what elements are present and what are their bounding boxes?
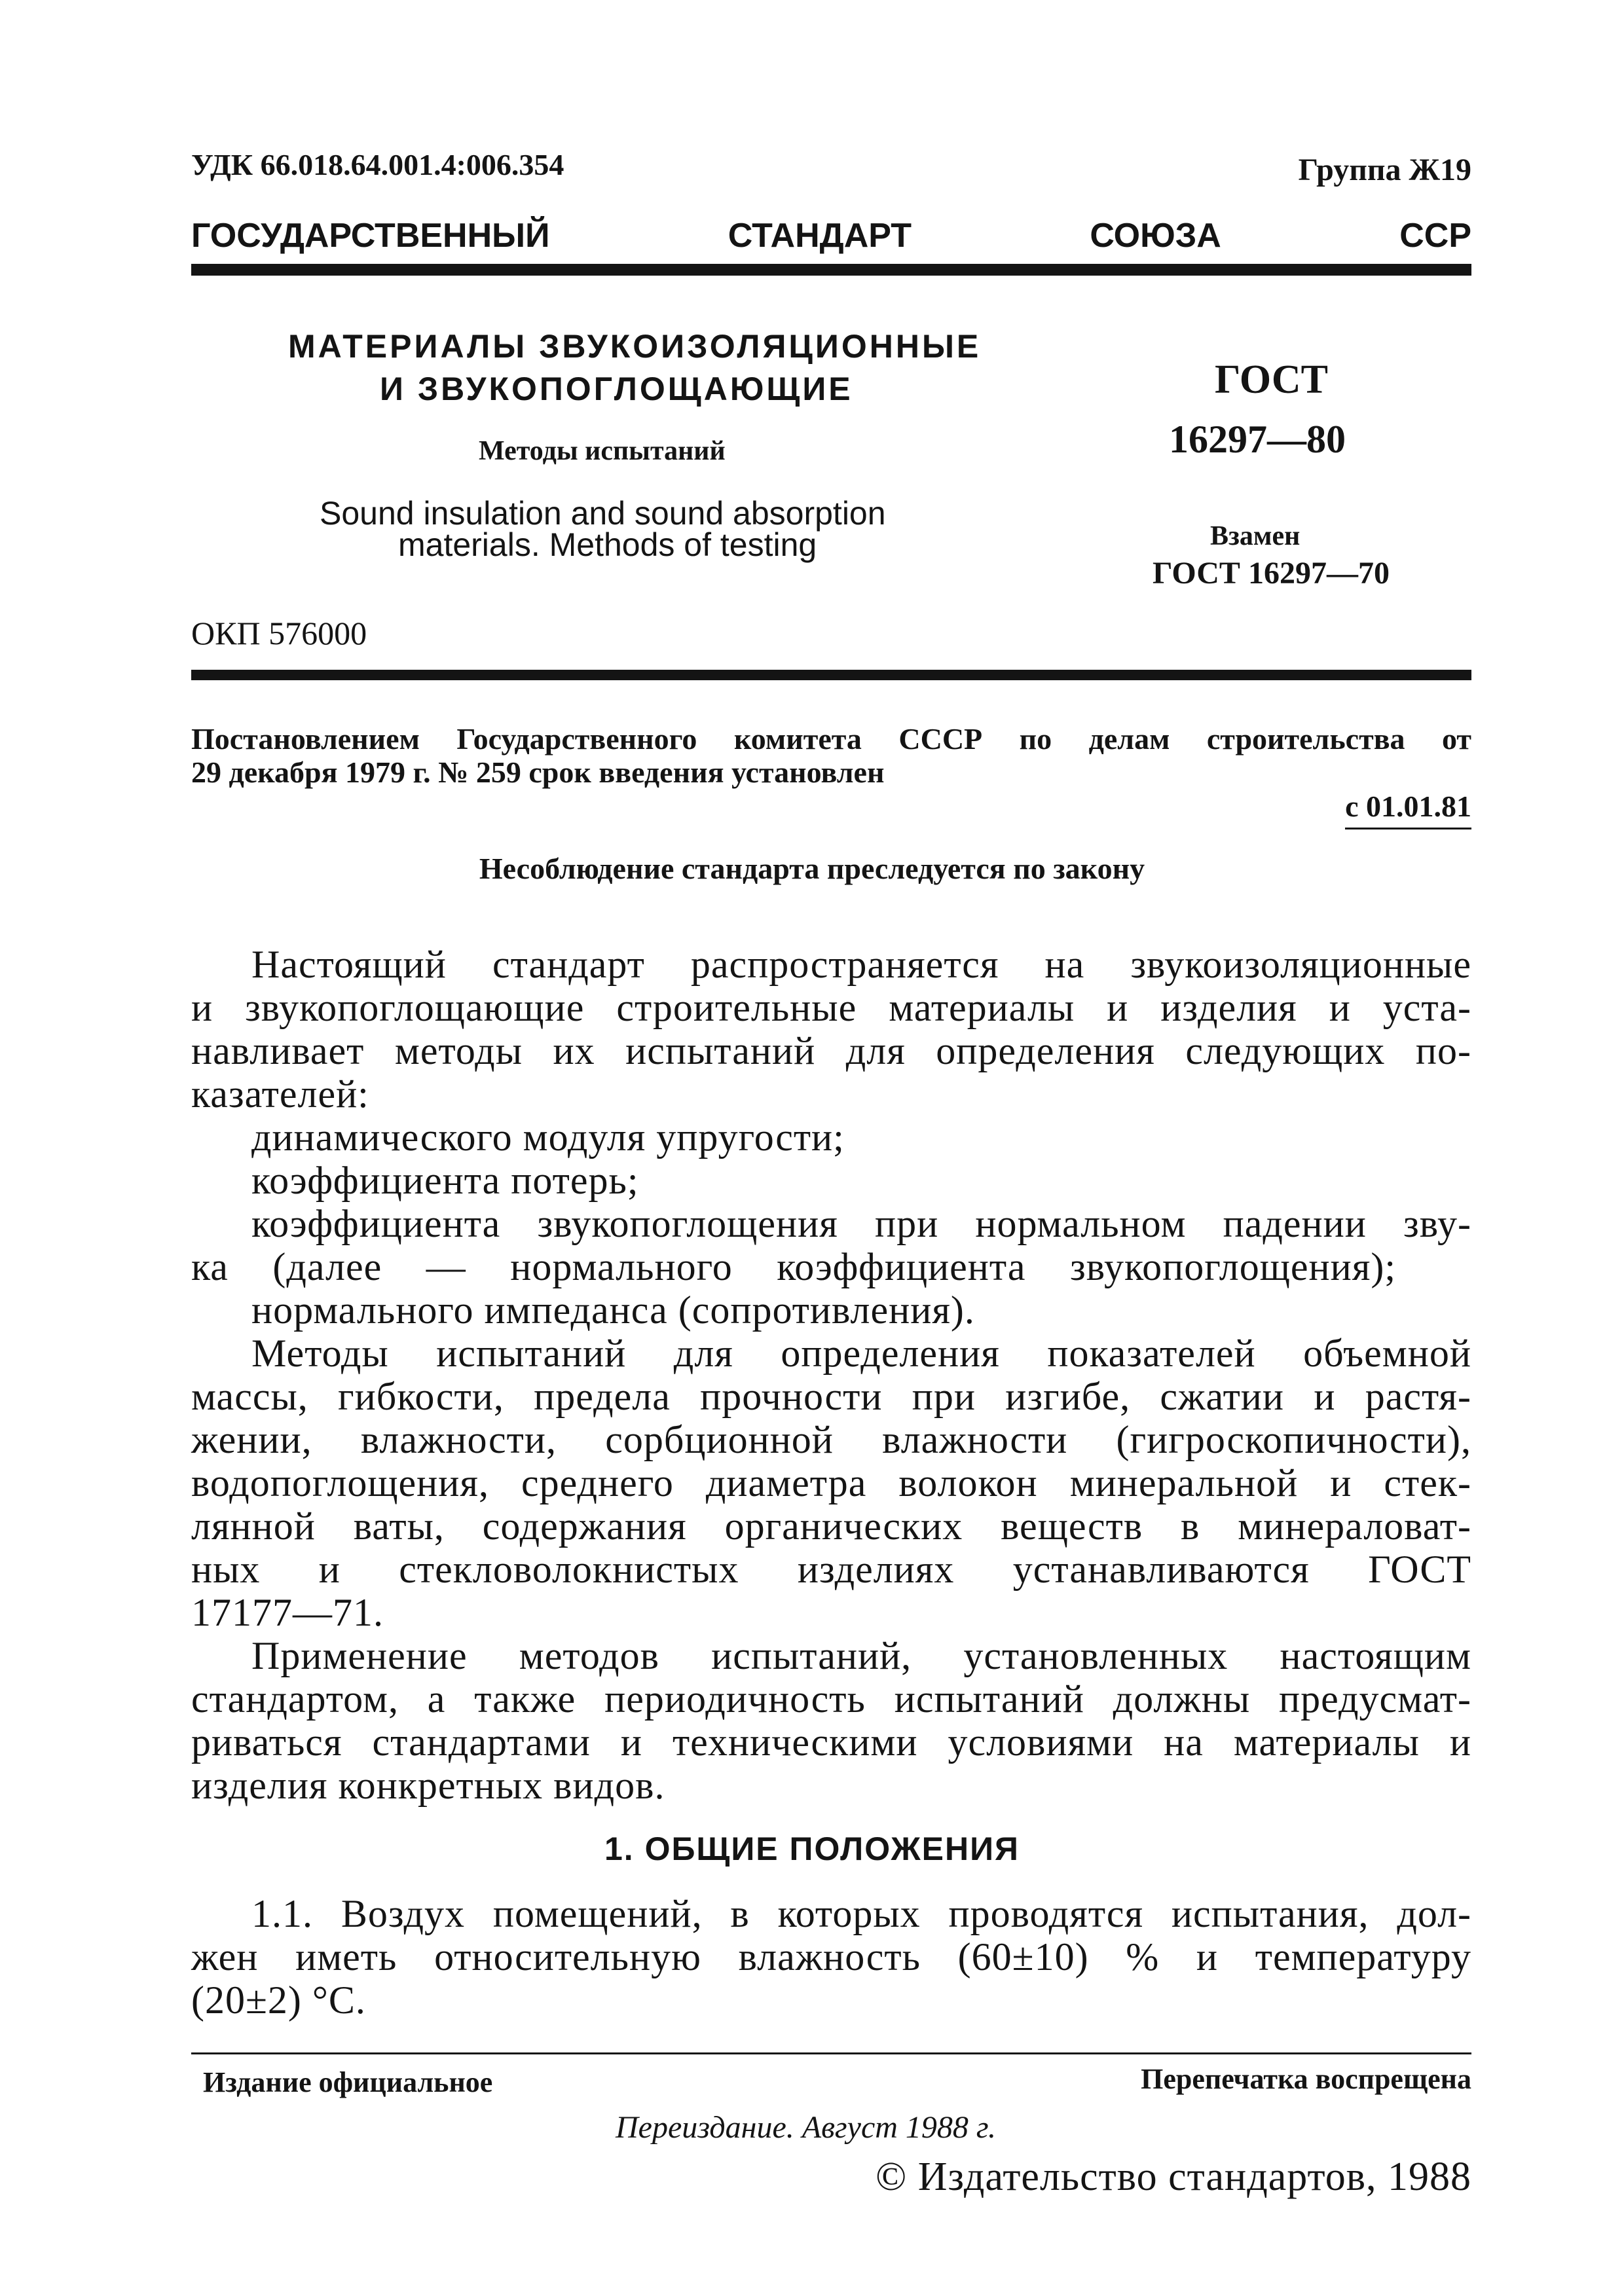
- header-rule: [191, 264, 1471, 276]
- body-line-11: массы, гибкости, предела прочности при изгибе, сжатии и растя-: [191, 1375, 1471, 1418]
- okp-code: ОКП 576000: [191, 615, 367, 651]
- body-line-8: ка (далее — нормального коэффициента звукопоглощения);: [191, 1245, 1396, 1288]
- body-line-9: нормального импеданса (сопротивления).: [251, 1288, 975, 1332]
- effective-date: с 01.01.81: [1345, 789, 1471, 829]
- body-line-12: жении, влажности, сорбционной влажности (гигроскопичности),: [191, 1418, 1471, 1461]
- body-line-10: Методы испытаний для определения показателей объемной: [251, 1332, 1471, 1375]
- decree-line1: Постановлением Государственного комитета СССР по делам строительства от: [191, 722, 1471, 756]
- section-line-1: 1.1. Воздух помещений, в которых проводятся испытания, дол-: [251, 1892, 1471, 1935]
- section-line-3: (20±2) °С.: [191, 1978, 366, 2022]
- english-title-line2: materials. Methods of testing: [398, 526, 817, 563]
- legal-warning: Несоблюдение стандарта преследуется по закону: [479, 852, 1145, 885]
- body-line-2: и звукопоглощающие строительные материалы и изделия и уста-: [191, 986, 1471, 1029]
- body-line-4: казателей:: [191, 1072, 369, 1116]
- body-line-14: лянной ваты, содержания органических веществ в минераловат-: [191, 1504, 1471, 1548]
- copyright-notice: © Издательство стандартов, 1988: [876, 2155, 1471, 2199]
- footer-rule: [191, 2052, 1471, 2054]
- replaces-value: ГОСТ 16297—70: [1153, 556, 1390, 591]
- reprint-notice: Перепечатка воспрещена: [1141, 2063, 1471, 2095]
- title-block-rule: [191, 670, 1471, 680]
- gost-number: 16297—80: [1169, 418, 1346, 461]
- body-line-1: Настоящий стандарт распространяется на звукоизоляционные: [251, 943, 1471, 986]
- body-line-15: ных и стекловолокнистых изделиях устанавливаются ГОСТ: [191, 1548, 1471, 1591]
- decree-line2: 29 декабря 1979 г. № 259 срок введения установлен: [191, 756, 885, 789]
- document-title-line2: И ЗВУКОПОГЛОЩАЮЩИЕ: [380, 371, 853, 407]
- udk-code: УДК 66.018.64.001.4:006.354: [191, 148, 564, 181]
- english-title-line1: Sound insulation and sound absorption: [320, 495, 886, 532]
- replaces-label: Взамен: [1210, 521, 1301, 551]
- official-edition: Издание официальное: [203, 2066, 493, 2098]
- body-line-20: изделия конкретных видов.: [191, 1764, 665, 1807]
- body-line-7: коэффициента звукопоглощения при нормальном падении зву-: [251, 1202, 1471, 1245]
- body-line-6: коэффициента потерь;: [251, 1159, 639, 1202]
- gost-label: ГОСТ: [1215, 357, 1329, 402]
- section-line-2: жен иметь относительную влажность (60±10) % и температуру: [191, 1935, 1471, 1978]
- section-heading: 1. ОБЩИЕ ПОЛОЖЕНИЯ: [604, 1831, 1020, 1867]
- body-line-13: водопоглощения, среднего диаметра волокон минеральной и стек-: [191, 1461, 1471, 1504]
- reissue-note: Переиздание. Август 1988 г.: [616, 2110, 997, 2145]
- state-standard-banner: ГОСУДАРСТВЕННЫЙ СТАНДАРТ СОЮЗА ССР: [191, 217, 1471, 255]
- body-line-17: Применение методов испытаний, установленных настоящим: [251, 1634, 1471, 1677]
- body-line-18: стандартом, а также периодичность испытаний должны предусмат-: [191, 1677, 1471, 1721]
- document-subtitle: Методы испытаний: [479, 436, 726, 466]
- body-line-5: динамического модуля упругости;: [251, 1116, 845, 1159]
- group-code: Группа Ж19: [1298, 153, 1471, 187]
- body-line-19: риваться стандартами и техническими условиями на материалы и: [191, 1721, 1471, 1764]
- body-line-3: навливает методы их испытаний для определения следующих по-: [191, 1029, 1471, 1072]
- document-title-line1: МАТЕРИАЛЫ ЗВУКОИЗОЛЯЦИОННЫЕ: [288, 328, 982, 365]
- body-line-16: 17177—71.: [191, 1591, 384, 1634]
